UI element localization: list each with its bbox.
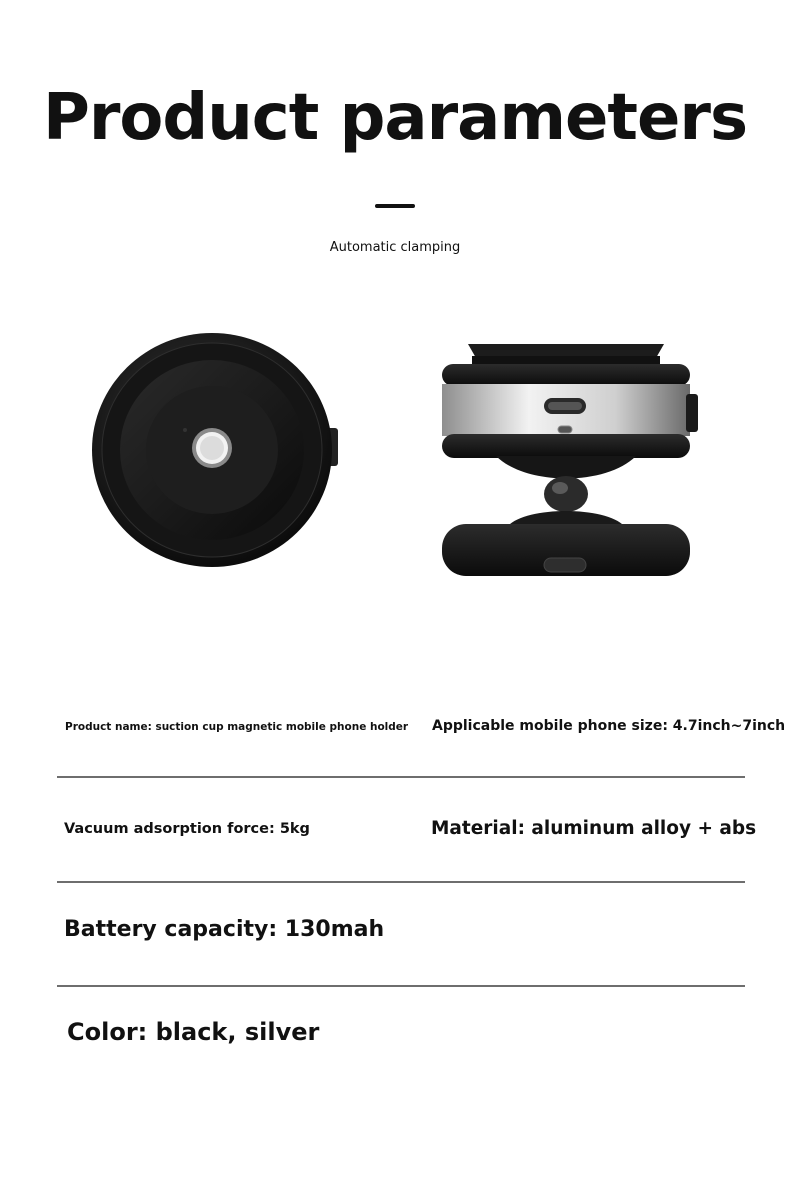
page-subtitle: Automatic clamping [329,240,461,255]
divider [57,985,745,987]
divider [57,776,745,778]
spec-vacuum-force: Vacuum adsorption force: 5kg [64,821,310,837]
spec-product-name: Product name: suction cup magnetic mobile phone holder [65,721,409,733]
page-title: Product parameters [42,81,748,155]
product-top-view-image [90,328,350,573]
product-side-view-image [436,336,704,586]
spec-color: Color: black, silver [67,1018,320,1046]
spec-phone-size: Applicable mobile phone size: 4.7inch~7inch [432,718,786,734]
spec-material: Material: aluminum alloy + abs [431,818,757,839]
title-underline [375,204,415,208]
divider [57,881,745,883]
spec-battery: Battery capacity: 130mah [64,917,385,942]
